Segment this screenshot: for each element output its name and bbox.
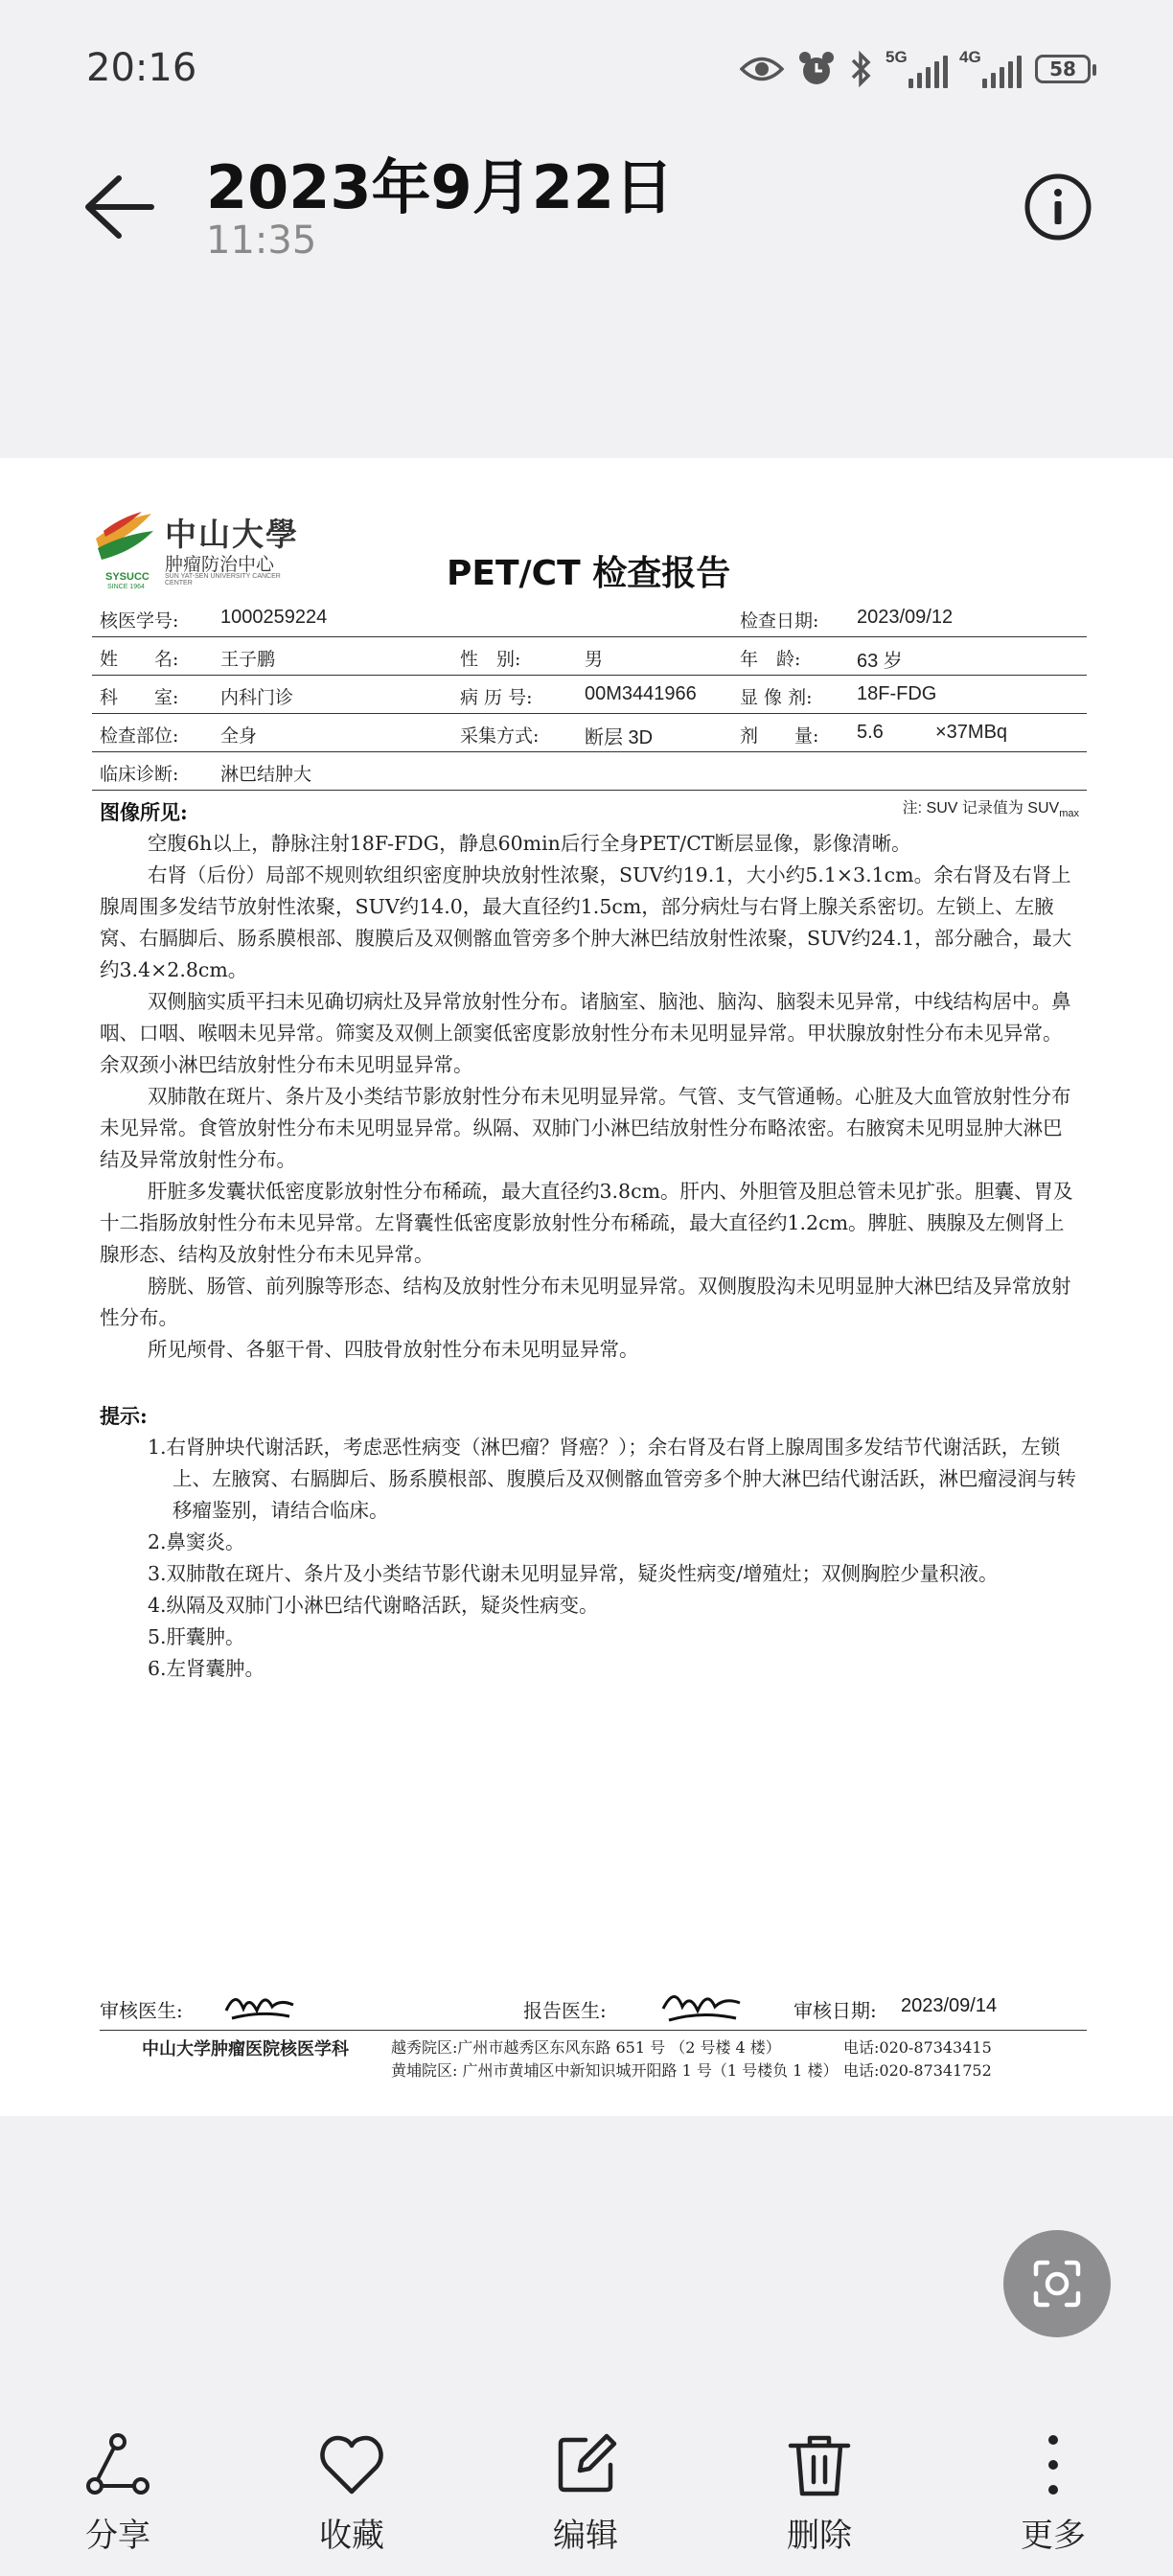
edit-icon [551, 2430, 620, 2499]
photo-date: 2023年9月22日 [206, 152, 674, 222]
info-row-3: 科 室: 内科门诊 病 历 号: 00M3441966 显 像 剂: 18F-FDG [92, 677, 1087, 714]
more-button[interactable]: 更多 [981, 2430, 1125, 2574]
signal-4g-icon: 4G [961, 50, 1022, 88]
delete-button[interactable]: 删除 [748, 2430, 891, 2574]
status-icons [740, 46, 1091, 92]
reporter-signature [659, 1982, 746, 2030]
eye-icon [740, 55, 784, 83]
finding-paragraph: 空腹6h以上，静脉注射18F-FDG，静息60min后行全身PET/CT断层显像，影像清晰。 [148, 832, 911, 855]
edit-button[interactable]: 编辑 [514, 2430, 657, 2574]
scan-text-icon [1003, 2230, 1111, 2337]
findings-heading: 图像所见: [100, 800, 188, 824]
photo-time: 11:35 [206, 218, 317, 263]
info-row-4: 检查部位: 全身 采集方式: 断层 3D 剂 量: 5.6 ×37MBq [92, 715, 1087, 752]
info-row-5: 临床诊断: 淋巴结肿大 [92, 753, 1087, 791]
finding-paragraph: 双肺散在斑片、条片及小类结节影放射性分布未见明显异常。气管、支气管通畅。心脏及大血管放射性分布未见异常。食管放射性分布未见明显异常。纵隔、双肺门小淋巴结放射性分布略浓密。右腋窝未见明显肿大淋巴结及异常放射性分布。 [100, 1085, 1071, 1171]
report-title: PET/CT 检查报告 [447, 554, 731, 593]
footer-phone-1: 电话:020-87343415 [843, 2038, 992, 2057]
info-icon[interactable] [1024, 172, 1092, 242]
more-vertical-icon [1019, 2430, 1088, 2499]
share-icon [83, 2430, 152, 2499]
bottom-toolbar [0, 2415, 1173, 2576]
info-row-1: 核医学号: 1000259224 检查日期: 2023/09/12 [92, 600, 1087, 637]
tip-item: 1.右肾肿块代谢活跃，考虑恶性病变（淋巴瘤？肾癌？）；余右肾及右肾上腺周围多发结节代谢活跃，左锁上、左腋窝、右膈脚后、肠系膜根部、腹膜后及双侧髂血管旁多个肿大淋巴结代谢活跃，淋巴瘤浸润与转移瘤鉴别，请结合临床。 [148, 1436, 1076, 1522]
status-time: 20:16 [86, 46, 197, 90]
suv-note: 注: SUV 记录值为 $SUV_{max}$ [902, 800, 1079, 820]
tip-item: 4.纵隔及双肺门小淋巴结代谢略活跃，疑炎性病变。 [148, 1594, 599, 1617]
battery-icon: 58 [1035, 55, 1091, 83]
scan-text-button[interactable] [1003, 2230, 1111, 2337]
tip-item: 3.双肺散在斑片、条片及小类结节影代谢未见明显异常，疑炎性病变/增殖灶；双侧胸腔少量积液。 [148, 1562, 999, 1585]
signal-5g-icon: 5G [887, 50, 948, 88]
bluetooth-icon [849, 50, 874, 88]
tip-item: 5.肝囊肿。 [148, 1625, 245, 1648]
footer-address-2: 黄埔院区: 广州市黄埔区中新知识城开阳路 1 号（1 号楼负 1 楼） [391, 2061, 839, 2080]
signature-row: 审核医生: 报告医生: 审核日期: 2023/09/14 [100, 1991, 1087, 2031]
findings-text [100, 828, 1081, 1366]
back-arrow-icon[interactable] [80, 169, 157, 245]
footer-address-1: 越秀院区:广州市越秀区东风东路 651 号 （2 号楼 4 楼） [391, 2038, 781, 2057]
hospital-logo: 中山大學 肿瘤防治中心 SUN YAT-SEN UNIVERSITY CANCER CENTER SYSUCC SINCE 1964 [92, 510, 303, 586]
tip-item: 2.鼻窦炎。 [148, 1530, 245, 1553]
alarm-icon [797, 50, 836, 88]
footer-dept: 中山大学肿瘤医院核医学科 [142, 2039, 349, 2059]
finding-paragraph: 右肾（后份）局部不规则软组织密度肿块放射性浓聚，SUV约19.1，大小约5.1×3.1cm。余右肾及右肾上腺周围多发结节放射性浓聚，SUV约14.0，最大直径约1.5cm，部分病灶与右肾上腺关系密切。左锁上、左腋窝、右膈脚后、肠系膜根部、腹膜后及双侧髂血管旁多个肿大淋巴结放射性浓聚，SUV约24.1，部分融合，最大约3.4×2.8cm。 [100, 863, 1072, 981]
favorite-button[interactable]: 收藏 [280, 2430, 424, 2574]
heart-icon [317, 2430, 386, 2499]
tip-item: 6.左肾囊肿。 [148, 1657, 265, 1680]
finding-paragraph: 肝脏多发囊状低密度影放射性分布稀疏，最大直径约3.8cm。肝内、外胆管及胆总管未见扩张。胆囊、胃及十二指肠放射性分布未见异常。左肾囊性低密度影放射性分布稀疏，最大直径约1.2cm。脾脏、胰腺及左侧肾上腺形态、结构及放射性分布未见异常。 [100, 1180, 1073, 1266]
status-bar [0, 0, 1173, 134]
share-button[interactable]: 分享 [46, 2430, 190, 2574]
tips-heading: 提示: [100, 1404, 148, 1428]
info-row-2: 姓 名: 王子鹏 性 别: 男 年 龄: 63 岁 [92, 638, 1087, 676]
report-image[interactable] [0, 458, 1173, 2116]
finding-paragraph: 双侧脑实质平扫未见确切病灶及异常放射性分布。诸脑室、脑池、脑沟、脑裂未见异常，中线结构居中。鼻咽、口咽、喉咽未见异常。筛窦及双侧上颌窦低密度影放射性分布未见明显异常。甲状腺放射性分布未见异常。余双颈小淋巴结放射性分布未见明显异常。 [100, 990, 1071, 1076]
trash-icon [785, 2430, 854, 2499]
reviewer-signature [222, 1982, 299, 2030]
finding-paragraph: 所见颅骨、各躯干骨、四肢骨放射性分布未见明显异常。 [148, 1338, 639, 1361]
leaf-logo-icon [92, 510, 159, 571]
finding-paragraph: 膀胱、肠管、前列腺等形态、结构及放射性分布未见明显异常。双侧腹股沟未见明显肿大淋巴结及异常放射性分布。 [100, 1275, 1071, 1329]
tips-list [148, 1432, 1087, 1685]
footer-phone-2: 电话:020-87341752 [843, 2061, 992, 2080]
